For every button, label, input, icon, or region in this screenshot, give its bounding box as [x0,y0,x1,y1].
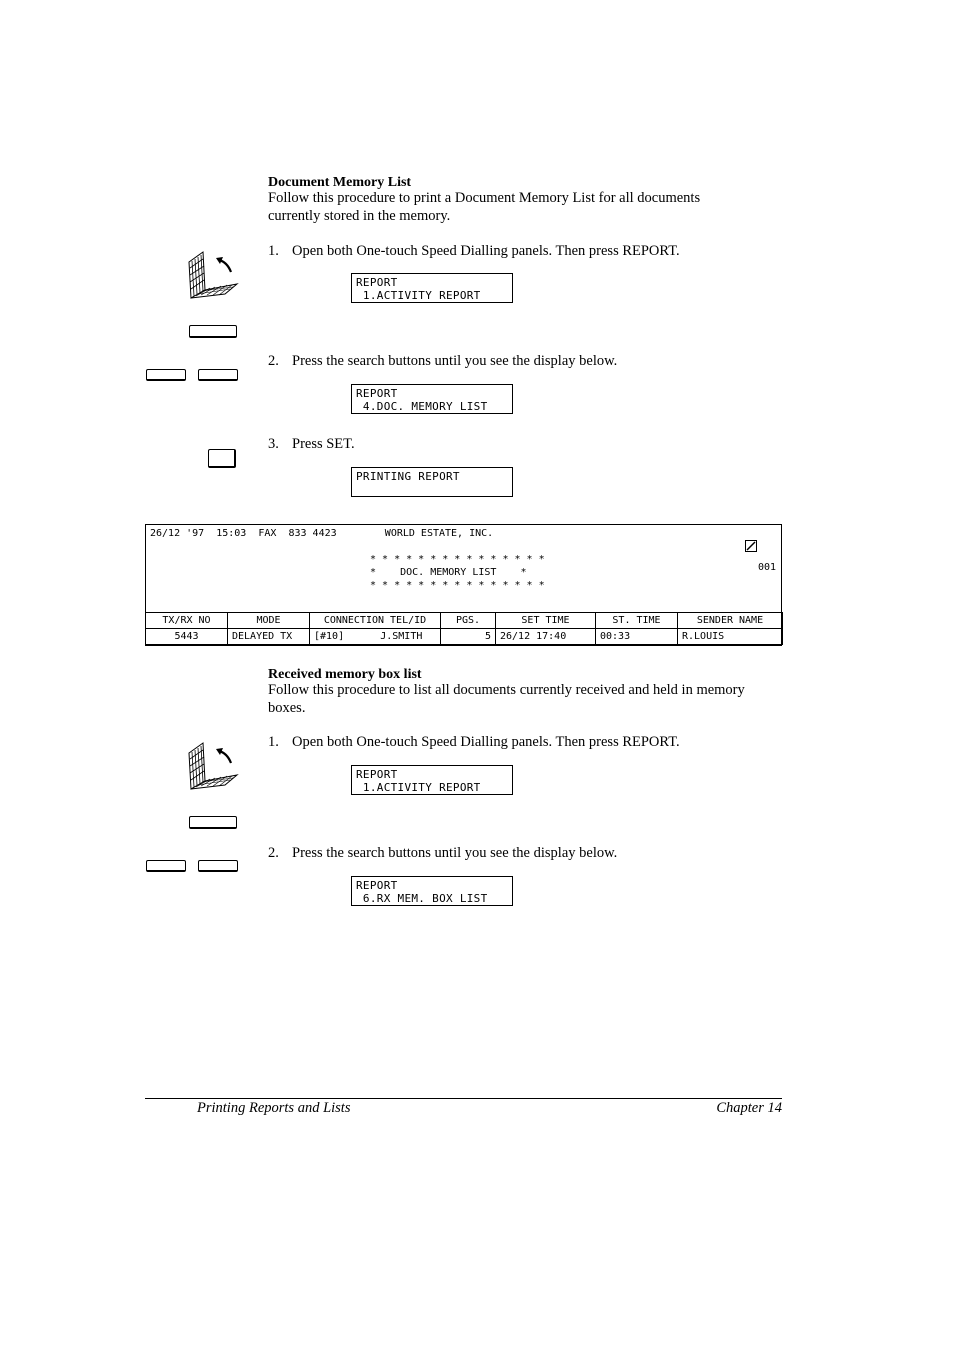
column-header: PGS. [441,613,496,629]
memory-icon [745,540,757,552]
report-page-number [721,528,776,584]
table-cell: [#10] J.SMITH [310,629,441,645]
footer-chapter: Chapter 14 [716,1100,782,1116]
table-row [146,629,783,645]
lcd-display: REPORT 6.RX MEM. BOX LIST [351,876,513,906]
section-heading-doc-memory-list: Document Memory List [268,175,412,190]
report-header: 26/12 '97 15:03 FAX 833 4423 WORLD ESTATE, INC. [150,528,494,539]
table-cell: 5443 [146,629,228,645]
report-title: * * * * * * * * * * * * * * * * DOC. MEMORY LIST * * * * * * * * * * * * * * * * [370,554,545,591]
step-1 [268,734,680,751]
step-number: 3. [268,436,279,452]
footer-rule [145,1098,782,1099]
table-cell: 26/12 17:40 [496,629,596,645]
step-text: Press SET. [292,436,355,452]
report-key-icon [189,325,237,338]
table-cell: DELAYED TX [228,629,310,645]
step-3 [268,436,355,453]
table-header-row [146,613,783,629]
report-key-icon [189,816,237,829]
column-header: ST. TIME [596,613,678,629]
step-text: Press the search buttons until you see the display below. [292,353,618,369]
panel-open-icon [183,248,243,300]
section-intro: Follow this procedure to print a Document Memory List for all documents currently stored in the memory. [268,190,701,224]
step-text: Open both One-touch Speed Dialling panels. Then press REPORT. [292,243,680,259]
step-number: 1. [268,243,279,259]
column-header: SENDER NAME [678,613,783,629]
step-number: 2. [268,845,279,861]
lcd-display: REPORT 4.DOC. MEMORY LIST [351,384,513,414]
step-text: Open both One-touch Speed Dialling panels. Then press REPORT. [292,734,680,750]
report-table [145,612,783,645]
report-sample [145,524,782,646]
table-cell: R.LOUIS [678,629,783,645]
search-right-key-icon [198,860,238,872]
table-cell: 00:33 [596,629,678,645]
step-text: Press the search buttons until you see the display below. [292,845,618,861]
set-key-icon [208,449,236,468]
step-number: 1. [268,734,279,750]
lcd-display: REPORT 1.ACTIVITY REPORT [351,765,513,795]
column-header: CONNECTION TEL/ID [310,613,441,629]
search-left-key-icon [146,860,186,872]
footer-title: Printing Reports and Lists [197,1100,351,1116]
step-number: 2. [268,353,279,369]
column-header: SET TIME [496,613,596,629]
column-header: MODE [228,613,310,629]
step-2 [268,353,617,370]
page-number: 001 [757,562,776,573]
step-2 [268,845,617,862]
column-header: TX/RX NO [146,613,228,629]
lcd-display: REPORT 1.ACTIVITY REPORT [351,273,513,303]
table-cell: 5 [441,629,496,645]
section-heading-rx-memory-box-list: Received memory box list [268,667,422,682]
panel-open-icon [183,739,243,791]
step-1 [268,243,680,260]
lcd-display: PRINTING REPORT [351,467,513,497]
search-right-key-icon [198,369,238,381]
section-intro: Follow this procedure to list all documents currently received and held in memory boxes. [268,682,745,716]
search-left-key-icon [146,369,186,381]
